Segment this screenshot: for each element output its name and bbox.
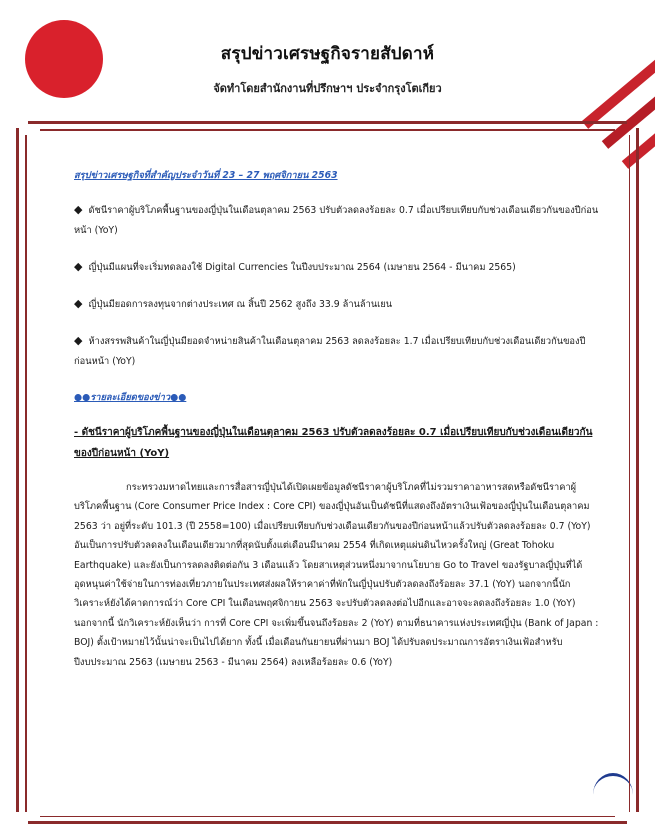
article-title: - ดัชนีราคาผู้บริโภคพื้นฐานของญี่ปุ่นในเดือนตุลาคม 2563 ปรับตัวลดลงร้อยละ 0.7 เมื่อเปรียบเทียบกับช่วงเดือนเดียวกันของปีก่อนหน้า (YoY) bbox=[74, 427, 593, 459]
diamond-bullet-icon: ◆ bbox=[74, 260, 83, 273]
document-header bbox=[0, 40, 655, 97]
summary-bullet bbox=[74, 257, 599, 278]
document-body bbox=[74, 166, 599, 672]
diamond-bullet-icon: ◆ bbox=[74, 297, 83, 310]
frame-border bbox=[25, 135, 27, 812]
bullet-text: ดัชนีราคาผู้บริโภคพื้นฐานของญี่ปุ่นในเดือนตุลาคม 2563 ปรับตัวลดลงร้อยละ 0.7 เมื่อเปรียบเทียบกับช่วงเดือนเดียวกันของปีก่อนหน้า (YoY) bbox=[74, 205, 599, 236]
frame-border bbox=[16, 128, 19, 812]
frame-border bbox=[40, 816, 615, 818]
bullet-text: ห้างสรรพสินค้าในญี่ปุ่นมียอดจำหน่ายสินค้าในเดือนตุลาคม 2563 ลดลงร้อยละ 1.7 เมื่อเปรียบเทียบกับช่วงเดือนเดียวกันของปีก่อนหน้า (YoY) bbox=[74, 336, 586, 367]
summary-bullet bbox=[74, 331, 599, 372]
frame-border bbox=[40, 129, 615, 131]
details-heading: ●●รายละเอียดของข่าว●● bbox=[74, 392, 187, 403]
page-subtitle: จัดทำโดยสำนักงานที่ปรึกษาฯ ประจำกรุงโตเกียว bbox=[213, 82, 442, 95]
bullet-text: ญี่ปุ่นมียอดการลงทุนจากต่างประเทศ ณ สิ้นปี 2562 สูงถึง 33.9 ล้านล้านเยน bbox=[88, 299, 393, 310]
summary-heading: สรุปข่าวเศรษฐกิจที่สำคัญประจำวันที่ 23 – 27 พฤศจิกายน 2563 bbox=[74, 170, 338, 181]
article-body: กระทรวงมหาดไทยและการสื่อสารญี่ปุ่นได้เปิดเผยข้อมูลดัชนีราคาผู้บริโภคที่ไม่รวมราคาอาหารสดหรือดัชนีราคาผู้บริโภคพื้นฐาน (Core Consumer Price Index : Core CPI) ของญี่ปุ่นอันเป็นดัชนีที่แสดงถึงอัตราเงินเฟ้อของญี่ปุ่นในเดือนตุลาคม 2563 ว่า อยู่ที่ระดับ 101.3 (ปี 2558=100) เมื่อเปรียบเทียบกับช่วงเดือนเดียวกันของปีก่อนหน้าแล้วปรับตัวลดลงร้อยละ 0.7 (YoY) อันเป็นการปรับตัวลดลงในเดือนเดียวมากที่สุดนับตั้งแต่เดือนมีนาคม 2554 ที่เกิดเหตุแผ่นดินไหวครั้งใหญ่ (Great Tohoku Earthquake) และยังเป็นการลดลงติดต่อกัน 3 เดือนแล้ว โดยสาเหตุส่วนหนึ่งมาจากนโยบาย Go to Travel ของรัฐบาลญี่ปุ่นที่ได้อุดหนุนค่าใช้จ่ายในการท่องเที่ยวภายในประเทศส่งผลให้ราคาค่าที่พักในญี่ปุ่นปรับตัวลดลงถึงร้อยละ 37.1 (YoY) นอกจากนี้นักวิเคราะห์ยังได้คาดการณ์ว่า Core CPI ในเดือนพฤศจิกายน 2563 จะปรับตัวลดลงต่อไปอีกและอาจจะลดลงถึงร้อยละ 1.0 (YoY) นอกจากนี้ นักวิเคราะห์ยังเห็นว่า การที่ Core CPI จะเพิ่มขึ้นจนถึงร้อยละ 2 (YoY) ตามที่ธนาคารแห่งประเทศญี่ปุ่น (Bank of Japan : BOJ) ตั้งเป้าหมายไว้นั้นน่าจะเป็นไปได้ยาก ทั้งนี้ เมื่อเดือนกันยายนที่ผ่านมา BOJ ได้ปรับลดประมาณการอัตราเงินเฟ้อสำหรับปีงบประมาณ 2563 (เมษายน 2563 - มีนาคม 2564) ลงเหลือร้อยละ 0.6 (YoY) bbox=[74, 482, 599, 668]
summary-bullet bbox=[74, 200, 599, 241]
summary-bullet bbox=[74, 294, 599, 315]
frame-border bbox=[28, 121, 627, 124]
blue-corner-decoration bbox=[593, 773, 633, 816]
frame-border bbox=[636, 128, 639, 812]
bullet-text: ญี่ปุ่นมีแผนที่จะเริ่มทดลองใช้ Digital Currencies ในปีงบประมาณ 2564 (เมษายน 2564 - มีนาคม 2565) bbox=[88, 262, 516, 273]
page-title: สรุปข่าวเศรษฐกิจรายสัปดาห์ bbox=[220, 44, 435, 64]
diamond-bullet-icon: ◆ bbox=[74, 203, 83, 216]
diamond-bullet-icon: ◆ bbox=[74, 334, 83, 347]
frame-border bbox=[28, 821, 627, 824]
frame-border bbox=[629, 135, 631, 812]
